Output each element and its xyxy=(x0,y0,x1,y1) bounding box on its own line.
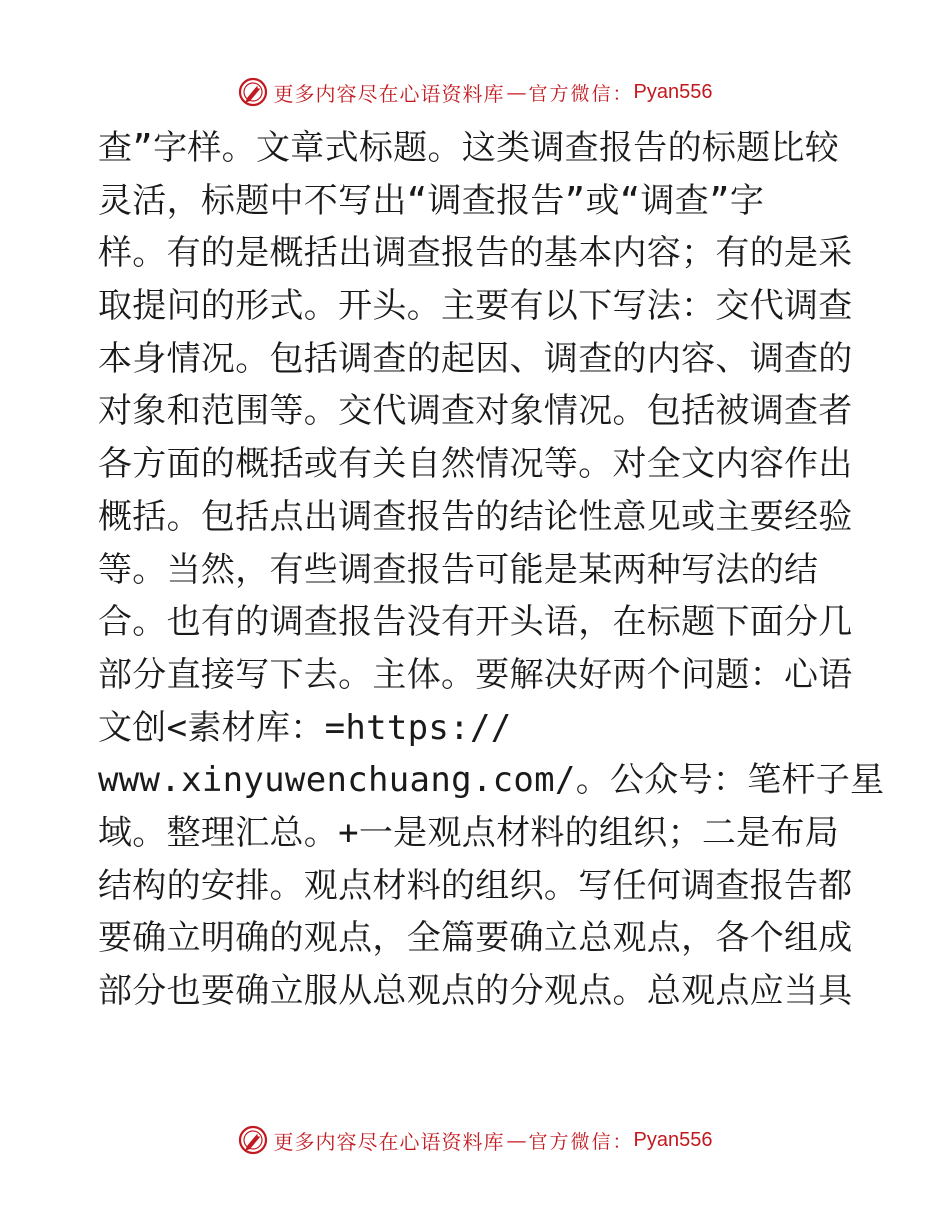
text-line: 对象和范围等。交代调查对象情况。包括被调查者 xyxy=(98,391,853,432)
text-line: 灵活，标题中不写出“调查报告”或“调查”字 xyxy=(98,180,765,221)
pen-logo-icon xyxy=(238,1125,268,1155)
footer-banner xyxy=(0,1120,950,1160)
text-line: 各方面的概括或有关自然情况等。对全文内容作出 xyxy=(98,444,853,485)
text-line: 查”字样。文章式标题。这类调查报告的标题比较 xyxy=(98,128,840,168)
text-line: 概括。包括点出调查报告的结论性意见或主要经验 xyxy=(98,496,853,537)
wechat-id: Pyan556 xyxy=(633,1128,713,1151)
brand-text: 更多内容尽在心语资料库 xyxy=(273,1129,505,1154)
brand-text: 更多内容尽在心语资料库 xyxy=(273,81,505,106)
pen-logo-icon xyxy=(238,77,268,107)
wechat-id: Pyan556 xyxy=(633,80,713,103)
document-body xyxy=(98,122,885,1018)
banner-separator: — xyxy=(506,80,527,104)
banner-separator: — xyxy=(506,1128,527,1152)
text-line: 结构的安排。观点材料的组织。写任何调查报告都 xyxy=(98,865,853,906)
text-line: 取提问的形式。开头。主要有以下写法：交代调查 xyxy=(98,286,853,327)
text-line: 要确立明确的观点，全篇要确立总观点，各个组成 xyxy=(98,918,853,959)
text-line: 部分直接写下去。主体。要解决好两个问题：心语 xyxy=(98,654,853,695)
text-line: 部分也要确立服从总观点的分观点。总观点应当具 xyxy=(98,971,853,1011)
text-line: 域。整理汇总。+一是观点材料的组织；二是布局 xyxy=(98,812,840,853)
wechat-label: 官方微信： xyxy=(528,1130,634,1153)
text-line: 样。有的是概括出调查报告的基本内容；有的是采 xyxy=(98,233,853,274)
header-banner xyxy=(0,72,950,112)
text-line: 合。也有的调查报告没有开头语，在标题下面分几 xyxy=(98,602,853,643)
text-line: 等。当然，有些调查报告可能是某两种写法的结 xyxy=(98,549,819,590)
wechat-label: 官方微信： xyxy=(528,82,634,105)
text-line: 文创<素材库：=https:// xyxy=(98,707,512,748)
text-line: 本身情况。包括调查的起因、调查的内容、调查的 xyxy=(98,338,853,379)
text-line: www.xinyuwenchuang.com/。公众号：笔杆子星 xyxy=(98,760,885,801)
